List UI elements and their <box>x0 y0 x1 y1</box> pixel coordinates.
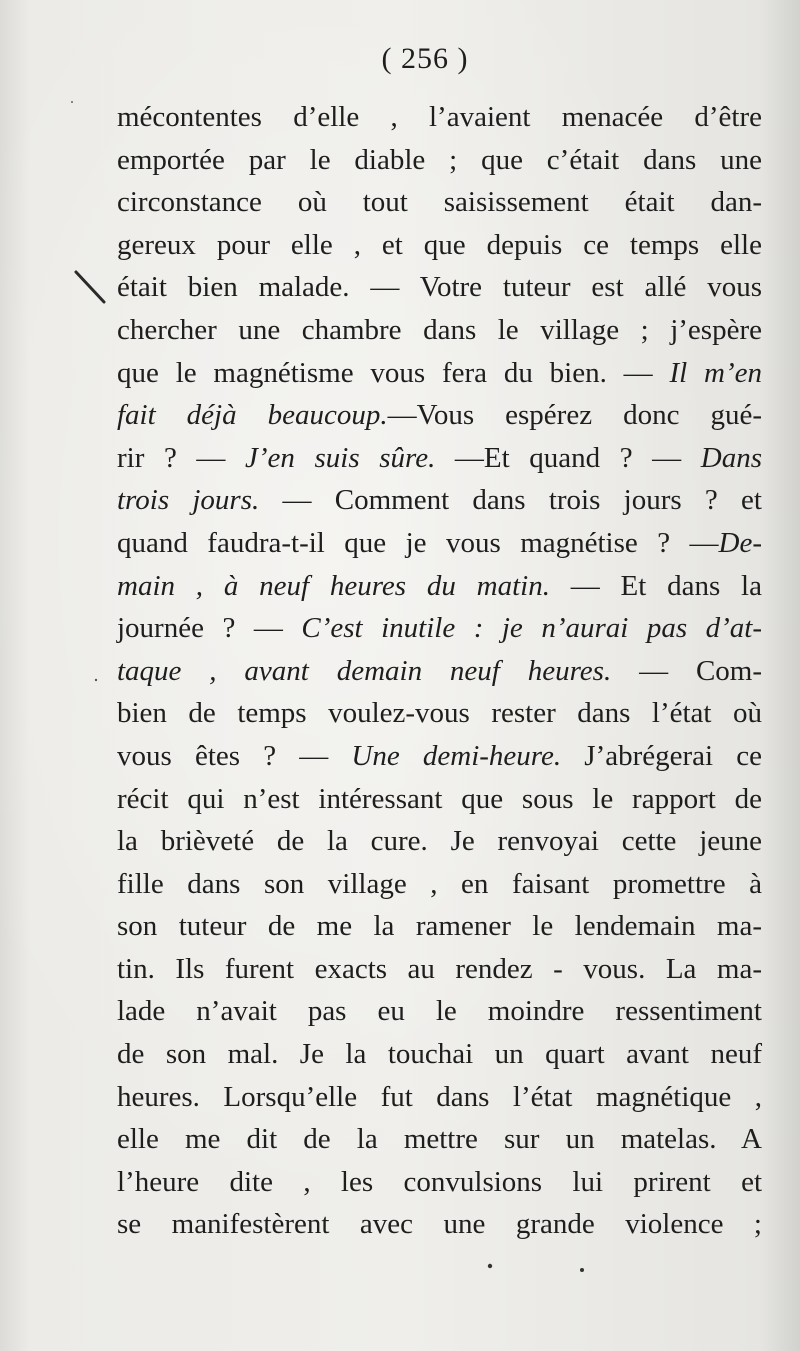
text-run: de son mal. Je la touchai un quart avant neuf <box>117 1038 762 1071</box>
italic-text-run: fait déjà beaucoup. <box>117 399 388 432</box>
text-line <box>117 352 762 395</box>
italic-text-run: De- <box>718 526 762 559</box>
text-run: mécontentes d’elle , l’avaient menacée d’être <box>117 101 762 133</box>
text-run: — Comment dans trois jours ? et <box>259 484 762 517</box>
text-run: J’abrégerai ce <box>561 739 762 772</box>
text-line <box>117 607 762 650</box>
text-run: l’heure dite , les convulsions lui prirent et <box>117 1165 762 1198</box>
text-run: vous êtes ? — <box>117 739 352 772</box>
text-run: chercher une chambre dans le village ; j’espère <box>117 313 762 346</box>
italic-text-run: taque , avant demain neuf heures. <box>117 654 612 687</box>
text-run: était bien malade. — Votre tuteur est allé vous <box>117 271 762 304</box>
text-line <box>117 1118 762 1161</box>
text-run: que le magnétisme vous fera du bien. — <box>117 356 670 389</box>
text-line <box>117 948 762 991</box>
text-line <box>117 565 762 608</box>
text-run: journée ? — <box>117 612 302 645</box>
italic-text-run: C’est inutile : je n’aurai pas d’at- <box>301 612 762 645</box>
text-line <box>117 990 762 1033</box>
italic-text-run: J’en suis sûre. <box>245 441 436 474</box>
text-line <box>117 1033 762 1076</box>
text-run: se manifestèrent avec une grande violence ; <box>117 1208 762 1241</box>
body-text <box>117 96 762 1246</box>
text-run: — Et dans la <box>549 569 762 602</box>
text-line <box>117 1203 762 1246</box>
text-run: elle me dit de la mettre sur un matelas. A <box>117 1123 762 1156</box>
text-line <box>117 139 762 182</box>
text-run: fille dans son village , en faisant promettre à <box>117 867 762 900</box>
text-line <box>117 479 762 522</box>
italic-text-run: Une demi-heure. <box>351 739 562 772</box>
text-line <box>117 309 762 352</box>
text-line <box>117 437 762 480</box>
text-run: —Vous espérez donc gué- <box>387 399 762 432</box>
text-line <box>117 1161 762 1204</box>
text-run: récit qui n’est intéressant que sous le rapport de <box>117 782 762 815</box>
text-line <box>117 224 762 267</box>
text-line <box>117 820 762 863</box>
text-run: lade n’avait pas eu le moindre ressentiment <box>117 995 762 1028</box>
text-line <box>117 650 762 693</box>
italic-text-run: main , à neuf heures du matin. <box>117 569 550 602</box>
text-run: —Et quand ? — <box>435 441 701 474</box>
text-run: gereux pour elle , et que depuis ce temps elle <box>117 228 762 261</box>
text-line <box>117 1076 762 1119</box>
text-run: tin. Ils furent exacts au rendez - vous. La ma- <box>117 952 762 985</box>
text-line <box>117 96 762 139</box>
text-run: rir ? — <box>117 441 245 474</box>
text-line <box>117 863 762 906</box>
margin-pencil-mark <box>74 270 108 306</box>
text-run: quand faudra-t-il que je vous magnétise ? — <box>117 526 719 559</box>
text-line <box>117 181 762 224</box>
text-line <box>117 394 762 437</box>
text-line <box>117 735 762 778</box>
text-line <box>117 522 762 565</box>
text-run: son tuteur de me la ramener le lendemain ma- <box>117 910 762 943</box>
text-line <box>117 778 762 821</box>
italic-text-run: Dans <box>700 441 762 474</box>
text-run: heures. Lorsqu’elle fut dans l’état magnétique , <box>117 1080 762 1113</box>
text-run: circonstance où tout saisissement était dan- <box>117 186 762 219</box>
text-run: — Com- <box>611 654 762 687</box>
italic-text-run: trois jours. <box>117 484 260 517</box>
italic-text-run: Il m’en <box>669 356 763 389</box>
text-run: la brièveté de la cure. Je renvoyai cette jeune <box>117 825 762 858</box>
text-run: emportée par le diable ; que c’était dans une <box>117 143 762 176</box>
text-line <box>117 692 762 735</box>
text-run: bien de temps voulez-vous rester dans l’état où <box>117 697 762 730</box>
text-line <box>117 266 762 309</box>
text-line <box>117 905 762 948</box>
page-number: ( 256 ) <box>381 42 469 75</box>
